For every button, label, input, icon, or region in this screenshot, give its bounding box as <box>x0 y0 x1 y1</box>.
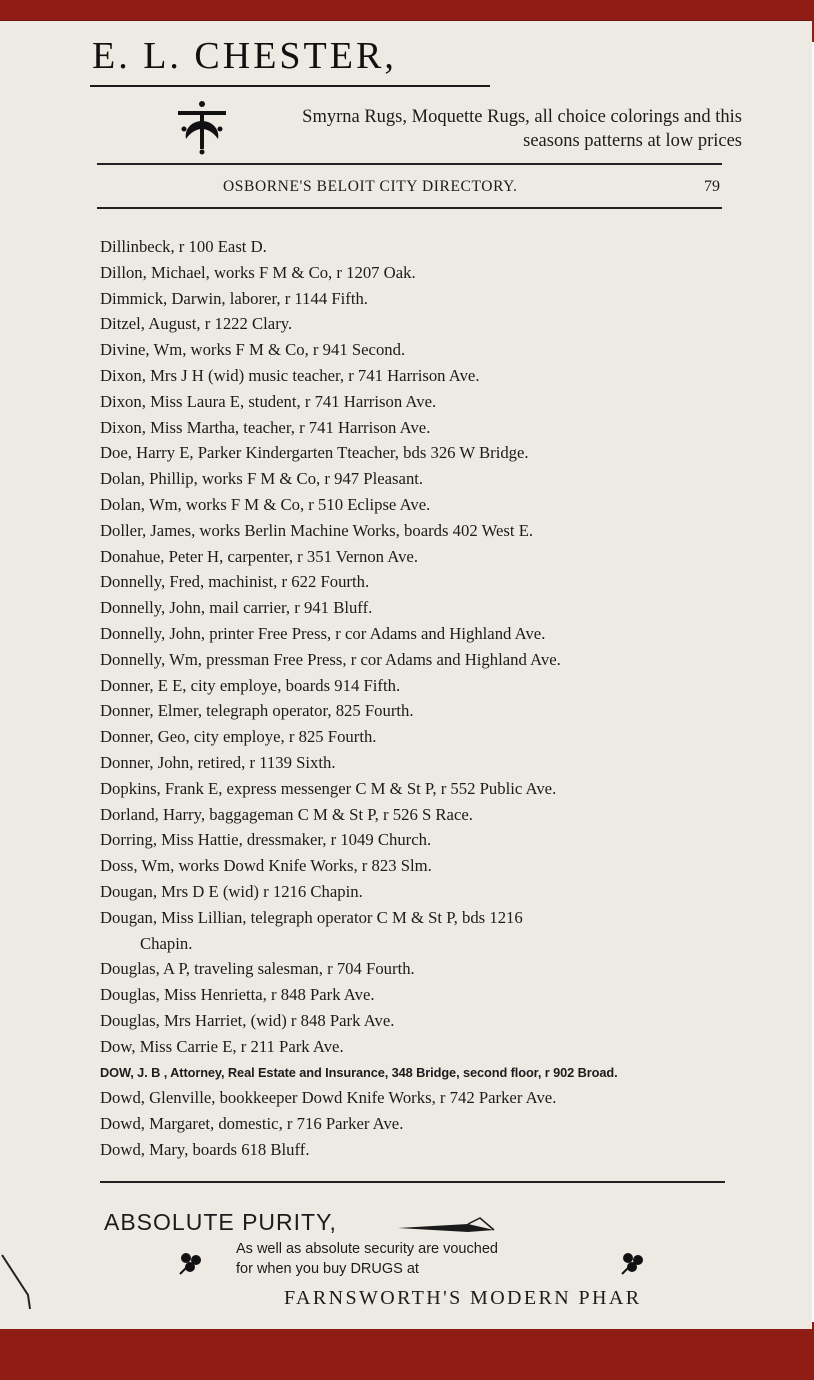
directory-entry: Dolan, Wm, works F M & Co, r 510 Eclipse Ave. <box>100 494 431 514</box>
page-number: 79 <box>704 178 720 195</box>
bottom-ad-text <box>236 1239 592 1279</box>
directory-entry: Donner, E E, city employe, boards 914 Fifth. <box>100 675 401 695</box>
directory-entry: Donnelly, John, printer Free Press, r cor Adams and Highland Ave. <box>100 623 546 643</box>
directory-entry: Dillinbeck, r 100 East D. <box>100 237 267 256</box>
directory-entry: Douglas, Miss Henrietta, r 848 Park Ave. <box>100 985 375 1005</box>
pen-flourish-icon <box>398 1216 498 1234</box>
directory-entry: Dowd, Margaret, domestic, r 716 Parker Ave. <box>100 1114 404 1134</box>
directory-entry: Dowd, Mary, boards 618 Bluff. <box>100 1139 310 1159</box>
directory-entry: Dopkins, Frank E, express messenger C M & St P, r 552 Public Ave. <box>100 778 557 798</box>
bottom-ad-line-2: for when you buy DRUGS at <box>236 1261 419 1277</box>
directory-entry: Dougan, Miss Lillian, telegraph operator C M & St P, bds 1216 <box>100 907 523 927</box>
pharmacy-name: FARNSWORTH'S MODERN PHAR <box>284 1287 642 1309</box>
top-ad-text: Smyrna Rugs, Moquette Rugs, all choice colorings and this seasons patterns at low prices <box>302 107 742 151</box>
page-edge-mark <box>0 1251 40 1311</box>
directory-entry: Donner, Geo, city employe, r 825 Fourth. <box>100 727 377 747</box>
header-rule-top <box>97 163 722 165</box>
directory-entry: Doller, James, works Berlin Machine Works, boards 402 West E. <box>100 520 534 540</box>
bottom-ad-headline: ABSOLUTE PURITY, <box>104 1209 337 1235</box>
directory-entry: Dimmick, Darwin, laborer, r 1144 Fifth. <box>100 288 368 308</box>
directory-entry: Dowd, Glenville, bookkeeper Dowd Knife Works, r 742 Parker Ave. <box>100 1088 557 1108</box>
directory-entry: Doss, Wm, works Dowd Knife Works, r 823 Slm. <box>100 856 432 876</box>
directory-entry: Dorring, Miss Hattie, dressmaker, r 1049 Church. <box>100 830 432 850</box>
header-rule-bottom <box>97 207 722 209</box>
top-ad-rule <box>90 85 490 87</box>
directory-entry: Dixon, Miss Martha, teacher, r 741 Harrison Ave. <box>100 417 431 437</box>
running-header <box>97 178 722 202</box>
bottom-ad-line-1: As well as absolute security are vouched <box>236 1241 498 1257</box>
directory-entry: Donahue, Peter H, carpenter, r 351 Vernon Ave. <box>100 546 418 566</box>
entry-advertisement: DOW, J. B , Attorney, Real Estate and Insurance, 348 Bridge, second floor, r 902 Broad. <box>100 1064 618 1080</box>
directory-page <box>0 20 812 1329</box>
directory-title: OSBORNE'S BELOIT CITY DIRECTORY. <box>223 178 518 195</box>
directory-entry: Douglas, A P, traveling salesman, r 704 Fourth. <box>100 959 415 979</box>
directory-entries <box>100 234 780 1163</box>
directory-entry: Donnelly, John, mail carrier, r 941 Bluff. <box>100 598 373 618</box>
directory-entry: Dorland, Harry, baggageman C M & St P, r 526 S Race. <box>100 804 473 824</box>
directory-entry: Douglas, Mrs Harriet, (wid) r 848 Park Ave. <box>100 1010 395 1030</box>
directory-entry: Divine, Wm, works F M & Co, r 941 Second. <box>100 340 406 360</box>
directory-entry: Dougan, Mrs D E (wid) r 1216 Chapin. <box>100 881 363 901</box>
directory-entry: Donnelly, Wm, pressman Free Press, r cor Adams and Highland Ave. <box>100 649 561 669</box>
directory-entry: Dixon, Mrs J H (wid) music teacher, r 741 Harrison Ave. <box>100 365 480 385</box>
directory-entry: Donner, John, retired, r 1139 Sixth. <box>100 752 336 772</box>
directory-entry: Dow, Miss Carrie E, r 211 Park Ave. <box>100 1036 344 1056</box>
directory-entry: Dolan, Phillip, works F M & Co, r 947 Pleasant. <box>100 469 424 489</box>
directory-entry: Donnelly, Fred, machinist, r 622 Fourth. <box>100 572 370 592</box>
directory-entry: Doe, Harry E, Parker Kindergarten Tteacher, bds 326 W Bridge. <box>100 443 529 463</box>
fleur-ornament-icon <box>172 99 232 155</box>
entry-continuation: Chapin. <box>140 933 193 953</box>
clover-leaf-icon <box>618 1250 648 1276</box>
footer-rule <box>100 1181 725 1183</box>
clover-leaf-icon <box>176 1250 206 1276</box>
directory-entry: Dillon, Michael, works F M & Co, r 1207 Oak. <box>100 262 416 282</box>
top-ad-name: E. L. CHESTER, <box>92 35 397 77</box>
directory-entry: Dixon, Miss Laura E, student, r 741 Harrison Ave. <box>100 391 437 411</box>
directory-entry: Donner, Elmer, telegraph operator, 825 Fourth. <box>100 701 414 721</box>
directory-entry: Ditzel, August, r 1222 Clary. <box>100 314 293 334</box>
binding-edge-bottom <box>0 1322 814 1380</box>
